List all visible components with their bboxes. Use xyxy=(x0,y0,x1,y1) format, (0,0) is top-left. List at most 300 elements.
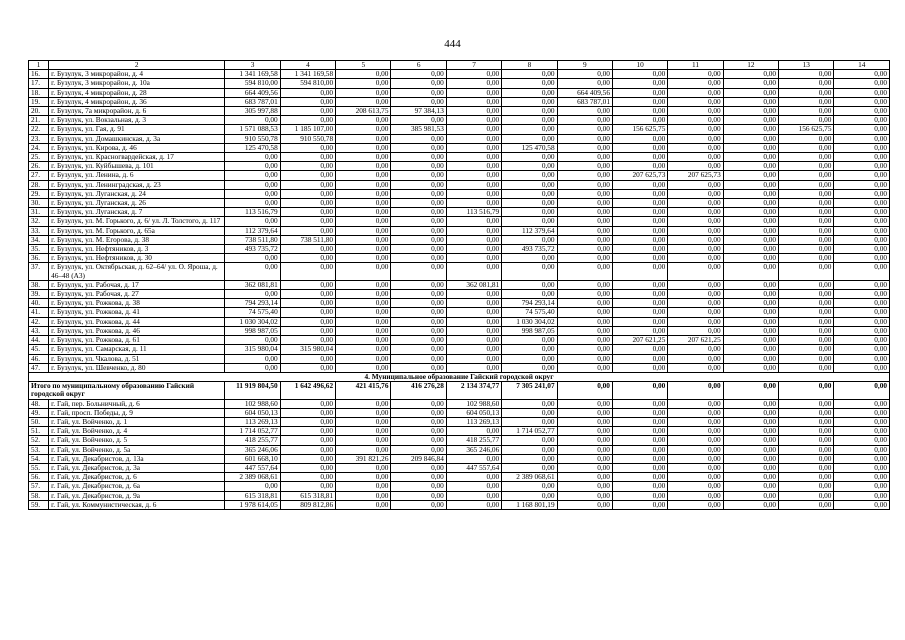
table-row xyxy=(29,436,890,445)
row-number: 33. xyxy=(29,226,49,235)
amount-cell: 0,00 xyxy=(336,417,391,426)
total-amount: 11 919 804,50 xyxy=(225,382,280,399)
amount-cell: 207 625,73 xyxy=(668,171,723,180)
table-row xyxy=(29,134,890,143)
amount-cell: 0,00 xyxy=(779,345,834,354)
amount-cell: 0,00 xyxy=(834,445,890,454)
amount-cell: 0,00 xyxy=(225,180,280,189)
amount-cell: 0,00 xyxy=(612,473,667,482)
amount-cell: 0,00 xyxy=(779,254,834,263)
amount-cell: 1 978 614,05 xyxy=(225,500,280,509)
amount-cell: 0,00 xyxy=(668,463,723,472)
amount-cell: 0,00 xyxy=(280,143,335,152)
amount-cell: 0,00 xyxy=(834,254,890,263)
amount-cell: 0,00 xyxy=(834,125,890,134)
amount-cell: 0,00 xyxy=(612,482,667,491)
amount-cell: 1 168 801,19 xyxy=(502,500,557,509)
amount-cell: 0,00 xyxy=(557,454,612,463)
amount-cell: 0,00 xyxy=(557,235,612,244)
amount-cell: 0,00 xyxy=(612,189,667,198)
amount-cell: 0,00 xyxy=(834,491,890,500)
amount-cell: 74 575,40 xyxy=(502,308,557,317)
address-cell: г. Гай, просп. Победы, д. 9 xyxy=(49,408,225,417)
amount-cell: 0,00 xyxy=(612,417,667,426)
amount-cell: 0,00 xyxy=(446,107,501,116)
row-number: 52. xyxy=(29,436,49,445)
address-cell: г. Бузулук, ул. Куйбышева, д. 101 xyxy=(49,162,225,171)
amount-cell: 447 557,64 xyxy=(446,463,501,472)
row-number: 53. xyxy=(29,445,49,454)
row-number: 29. xyxy=(29,189,49,198)
amount-cell: 0,00 xyxy=(502,199,557,208)
amount-cell: 0,00 xyxy=(280,336,335,345)
amount-cell: 0,00 xyxy=(391,354,446,363)
amount-cell: 0,00 xyxy=(391,162,446,171)
amount-cell: 0,00 xyxy=(502,354,557,363)
amount-cell: 0,00 xyxy=(336,97,391,106)
amount-cell: 0,00 xyxy=(779,336,834,345)
amount-cell: 0,00 xyxy=(779,445,834,454)
amount-cell: 0,00 xyxy=(557,491,612,500)
amount-cell: 0,00 xyxy=(779,88,834,97)
amount-cell: 0,00 xyxy=(612,290,667,299)
address-cell: г. Бузулук, 7а микрорайон, д. 6 xyxy=(49,107,225,116)
amount-cell: 0,00 xyxy=(446,363,501,372)
amount-cell: 0,00 xyxy=(834,500,890,509)
total-amount: 0,00 xyxy=(834,382,890,399)
amount-cell: 0,00 xyxy=(779,97,834,106)
amount-cell: 0,00 xyxy=(779,116,834,125)
total-label: Итого по муниципальному образованию Гайский городской округ xyxy=(29,382,225,399)
table-row xyxy=(29,263,890,280)
amount-cell: 0,00 xyxy=(779,217,834,226)
amount-cell: 0,00 xyxy=(557,345,612,354)
amount-cell: 998 987,05 xyxy=(502,326,557,335)
address-cell: г. Бузулук, ул. М. Егорова, д. 38 xyxy=(49,235,225,244)
row-number: 19. xyxy=(29,97,49,106)
amount-cell: 0,00 xyxy=(779,408,834,417)
amount-cell: 0,00 xyxy=(557,473,612,482)
amount-cell: 0,00 xyxy=(391,345,446,354)
amount-cell: 362 081,81 xyxy=(225,280,280,289)
column-header: 1 xyxy=(29,61,49,70)
amount-cell: 0,00 xyxy=(834,107,890,116)
address-cell: г. Бузулук, ул. Нефтяников, д. 3 xyxy=(49,245,225,254)
table-row xyxy=(29,345,890,354)
row-number: 24. xyxy=(29,143,49,152)
table-row xyxy=(29,354,890,363)
amount-cell: 113 516,79 xyxy=(225,208,280,217)
amount-cell: 0,00 xyxy=(612,280,667,289)
amount-cell: 0,00 xyxy=(336,299,391,308)
amount-cell: 0,00 xyxy=(723,336,778,345)
address-cell: г. Гай, пер. Больничный, д. 6 xyxy=(49,399,225,408)
amount-cell: 0,00 xyxy=(391,308,446,317)
amount-cell: 0,00 xyxy=(502,189,557,198)
amount-cell: 0,00 xyxy=(502,107,557,116)
amount-cell: 594 810,00 xyxy=(280,79,335,88)
amount-cell: 0,00 xyxy=(668,180,723,189)
amount-cell: 0,00 xyxy=(280,354,335,363)
table-row xyxy=(29,299,890,308)
amount-cell: 0,00 xyxy=(834,143,890,152)
amount-cell: 0,00 xyxy=(668,482,723,491)
amount-cell: 0,00 xyxy=(280,482,335,491)
amount-cell: 0,00 xyxy=(280,226,335,235)
amount-cell: 1 571 088,53 xyxy=(225,125,280,134)
amount-cell: 0,00 xyxy=(612,107,667,116)
row-number: 39. xyxy=(29,290,49,299)
amount-cell: 0,00 xyxy=(668,217,723,226)
amount-cell: 0,00 xyxy=(446,189,501,198)
table-row xyxy=(29,171,890,180)
amount-cell: 0,00 xyxy=(557,417,612,426)
amount-cell: 0,00 xyxy=(612,97,667,106)
amount-cell: 0,00 xyxy=(502,290,557,299)
table-row xyxy=(29,445,890,454)
amount-cell: 0,00 xyxy=(225,189,280,198)
amount-cell: 0,00 xyxy=(668,280,723,289)
amount-cell: 0,00 xyxy=(391,180,446,189)
table-row xyxy=(29,491,890,500)
amount-cell: 0,00 xyxy=(612,235,667,244)
table-row xyxy=(29,482,890,491)
amount-cell: 0,00 xyxy=(723,408,778,417)
amount-cell: 0,00 xyxy=(446,317,501,326)
amount-cell: 0,00 xyxy=(446,88,501,97)
address-cell: г. Гай, ул. Войченко, д. 5а xyxy=(49,445,225,454)
amount-cell: 315 980,04 xyxy=(225,345,280,354)
amount-cell: 0,00 xyxy=(779,189,834,198)
amount-cell: 0,00 xyxy=(391,280,446,289)
amount-cell: 0,00 xyxy=(280,445,335,454)
amount-cell: 0,00 xyxy=(723,417,778,426)
amount-cell: 0,00 xyxy=(834,235,890,244)
amount-cell: 0,00 xyxy=(280,263,335,280)
address-cell: г. Гай, ул. Декабристов, д. 3а xyxy=(49,463,225,472)
table-row xyxy=(29,500,890,509)
amount-cell: 0,00 xyxy=(834,345,890,354)
column-header: 8 xyxy=(502,61,557,70)
amount-cell: 0,00 xyxy=(557,208,612,217)
amount-cell: 0,00 xyxy=(391,116,446,125)
total-amount: 7 305 241,07 xyxy=(502,382,557,399)
address-cell: г. Бузулук, 4 микрорайон, д. 28 xyxy=(49,88,225,97)
amount-cell: 0,00 xyxy=(557,254,612,263)
row-number: 35. xyxy=(29,245,49,254)
amount-cell: 0,00 xyxy=(391,254,446,263)
row-number: 37. xyxy=(29,263,49,280)
amount-cell: 0,00 xyxy=(336,491,391,500)
amount-cell: 738 511,80 xyxy=(280,235,335,244)
amount-cell: 0,00 xyxy=(668,436,723,445)
amount-cell: 1 030 304,02 xyxy=(225,317,280,326)
amount-cell: 0,00 xyxy=(668,427,723,436)
amount-cell: 0,00 xyxy=(502,408,557,417)
amount-cell: 0,00 xyxy=(723,208,778,217)
amount-cell: 0,00 xyxy=(612,491,667,500)
address-cell: г. Бузулук, ул. Шевченко, д. 80 xyxy=(49,363,225,372)
amount-cell: 0,00 xyxy=(502,363,557,372)
amount-cell: 0,00 xyxy=(612,79,667,88)
amount-cell: 0,00 xyxy=(723,245,778,254)
amount-cell: 0,00 xyxy=(446,235,501,244)
amount-cell: 0,00 xyxy=(336,500,391,509)
row-number: 23. xyxy=(29,134,49,143)
address-cell: г. Бузулук, ул. Самарская, д. 11 xyxy=(49,345,225,354)
amount-cell: 0,00 xyxy=(723,107,778,116)
amount-cell: 0,00 xyxy=(336,326,391,335)
amount-cell: 0,00 xyxy=(446,254,501,263)
amount-cell: 0,00 xyxy=(225,153,280,162)
address-cell: г. Бузулук, ул. Рожкова, д. 41 xyxy=(49,308,225,317)
amount-cell: 0,00 xyxy=(723,143,778,152)
amount-cell: 0,00 xyxy=(336,180,391,189)
amount-cell: 0,00 xyxy=(557,263,612,280)
amount-cell: 0,00 xyxy=(834,70,890,79)
amount-cell: 0,00 xyxy=(723,134,778,143)
amount-cell: 0,00 xyxy=(336,436,391,445)
amount-cell: 0,00 xyxy=(557,162,612,171)
amount-cell: 125 470,58 xyxy=(502,143,557,152)
amount-cell: 0,00 xyxy=(723,125,778,134)
amount-cell: 664 409,56 xyxy=(557,88,612,97)
amount-cell: 0,00 xyxy=(612,208,667,217)
amount-cell: 97 384,13 xyxy=(391,107,446,116)
amount-cell: 0,00 xyxy=(391,427,446,436)
amount-cell: 0,00 xyxy=(280,116,335,125)
table-row xyxy=(29,107,890,116)
address-cell: г. Гай, ул. Войченко, д. 1 xyxy=(49,417,225,426)
amount-cell: 0,00 xyxy=(557,408,612,417)
amount-cell: 0,00 xyxy=(668,417,723,426)
amount-cell: 0,00 xyxy=(225,217,280,226)
amount-cell: 0,00 xyxy=(557,189,612,198)
amount-cell: 0,00 xyxy=(557,436,612,445)
amount-cell: 0,00 xyxy=(557,336,612,345)
amount-cell: 0,00 xyxy=(779,153,834,162)
amount-cell: 0,00 xyxy=(446,473,501,482)
total-amount: 416 276,28 xyxy=(391,382,446,399)
amount-cell: 0,00 xyxy=(391,70,446,79)
amount-cell: 493 735,72 xyxy=(502,245,557,254)
amount-cell: 0,00 xyxy=(723,454,778,463)
amount-cell: 0,00 xyxy=(280,180,335,189)
amount-cell: 0,00 xyxy=(391,245,446,254)
amount-cell: 0,00 xyxy=(723,199,778,208)
amount-cell: 0,00 xyxy=(612,345,667,354)
amount-cell: 0,00 xyxy=(336,116,391,125)
amount-cell: 0,00 xyxy=(280,97,335,106)
amount-cell: 365 246,06 xyxy=(446,445,501,454)
column-header: 11 xyxy=(668,61,723,70)
amount-cell: 0,00 xyxy=(668,107,723,116)
amount-cell: 0,00 xyxy=(280,317,335,326)
amount-cell: 113 516,79 xyxy=(446,208,501,217)
amount-cell: 0,00 xyxy=(336,189,391,198)
amount-cell: 0,00 xyxy=(391,79,446,88)
amount-cell: 0,00 xyxy=(502,482,557,491)
amount-cell: 0,00 xyxy=(446,134,501,143)
amount-cell: 0,00 xyxy=(668,162,723,171)
amount-cell: 102 988,60 xyxy=(225,399,280,408)
amount-cell: 0,00 xyxy=(391,97,446,106)
amount-cell: 0,00 xyxy=(502,280,557,289)
amount-cell: 601 668,10 xyxy=(225,454,280,463)
amount-cell: 0,00 xyxy=(723,473,778,482)
amount-cell: 0,00 xyxy=(557,143,612,152)
amount-cell: 0,00 xyxy=(834,463,890,472)
amount-cell: 0,00 xyxy=(612,263,667,280)
amount-cell: 0,00 xyxy=(446,70,501,79)
amount-cell: 0,00 xyxy=(779,208,834,217)
table-row xyxy=(29,417,890,426)
amount-cell: 0,00 xyxy=(446,180,501,189)
total-amount: 421 415,76 xyxy=(336,382,391,399)
amount-cell: 112 379,64 xyxy=(502,226,557,235)
amount-cell: 0,00 xyxy=(723,79,778,88)
row-number: 48. xyxy=(29,399,49,408)
amount-cell: 113 269,13 xyxy=(446,417,501,426)
amount-cell: 0,00 xyxy=(391,263,446,280)
amount-cell: 0,00 xyxy=(723,254,778,263)
amount-cell: 0,00 xyxy=(446,354,501,363)
amount-cell: 0,00 xyxy=(502,162,557,171)
column-header: 7 xyxy=(446,61,501,70)
amount-cell: 0,00 xyxy=(834,199,890,208)
column-header: 4 xyxy=(280,61,335,70)
amount-cell: 0,00 xyxy=(668,326,723,335)
amount-cell: 0,00 xyxy=(280,290,335,299)
amount-cell: 207 621,25 xyxy=(612,336,667,345)
total-amount: 0,00 xyxy=(557,382,612,399)
amount-cell: 0,00 xyxy=(668,363,723,372)
amount-cell: 0,00 xyxy=(779,199,834,208)
amount-cell: 0,00 xyxy=(834,280,890,289)
amount-cell: 0,00 xyxy=(446,199,501,208)
amount-cell: 0,00 xyxy=(446,79,501,88)
amount-cell: 0,00 xyxy=(668,97,723,106)
amount-cell: 113 269,13 xyxy=(225,417,280,426)
column-header: 3 xyxy=(225,61,280,70)
amount-cell: 0,00 xyxy=(834,417,890,426)
amount-cell: 0,00 xyxy=(723,500,778,509)
address-cell: г. Бузулук, ул. Луганская, д. 26 xyxy=(49,199,225,208)
amount-cell: 0,00 xyxy=(280,162,335,171)
total-amount: 0,00 xyxy=(723,382,778,399)
table-row xyxy=(29,153,890,162)
amount-cell: 0,00 xyxy=(336,290,391,299)
amount-cell: 0,00 xyxy=(391,235,446,244)
amount-cell: 0,00 xyxy=(612,354,667,363)
amount-cell: 0,00 xyxy=(280,436,335,445)
amount-cell: 0,00 xyxy=(557,354,612,363)
amount-cell: 0,00 xyxy=(834,88,890,97)
amount-cell: 0,00 xyxy=(834,134,890,143)
amount-cell: 0,00 xyxy=(446,171,501,180)
amount-cell: 0,00 xyxy=(723,299,778,308)
table-row xyxy=(29,208,890,217)
amount-cell: 998 987,05 xyxy=(225,326,280,335)
amount-cell: 0,00 xyxy=(502,463,557,472)
amount-cell: 0,00 xyxy=(557,280,612,289)
amount-cell: 0,00 xyxy=(612,88,667,97)
amount-cell: 125 470,58 xyxy=(225,143,280,152)
amount-cell: 0,00 xyxy=(834,436,890,445)
amount-cell: 0,00 xyxy=(834,153,890,162)
amount-cell: 0,00 xyxy=(446,326,501,335)
amount-cell: 0,00 xyxy=(336,199,391,208)
amount-cell: 0,00 xyxy=(779,326,834,335)
amount-cell: 0,00 xyxy=(723,180,778,189)
amount-cell: 0,00 xyxy=(723,189,778,198)
total-row xyxy=(29,382,890,399)
amount-cell: 0,00 xyxy=(557,363,612,372)
amount-cell: 0,00 xyxy=(502,263,557,280)
amount-cell: 0,00 xyxy=(668,143,723,152)
amount-cell: 0,00 xyxy=(336,336,391,345)
table-row xyxy=(29,408,890,417)
amount-cell: 0,00 xyxy=(336,263,391,280)
amount-cell: 0,00 xyxy=(834,308,890,317)
amount-cell: 0,00 xyxy=(557,317,612,326)
amount-cell: 0,00 xyxy=(391,153,446,162)
amount-cell: 0,00 xyxy=(723,280,778,289)
amount-cell: 0,00 xyxy=(446,454,501,463)
amount-cell: 0,00 xyxy=(723,345,778,354)
row-number: 44. xyxy=(29,336,49,345)
table-row xyxy=(29,217,890,226)
amount-cell: 0,00 xyxy=(612,180,667,189)
amount-cell: 0,00 xyxy=(612,408,667,417)
amount-cell: 0,00 xyxy=(779,354,834,363)
amount-cell: 0,00 xyxy=(280,399,335,408)
amount-cell: 0,00 xyxy=(834,97,890,106)
amount-cell: 0,00 xyxy=(557,199,612,208)
amount-cell: 0,00 xyxy=(336,354,391,363)
amount-cell: 156 625,75 xyxy=(779,125,834,134)
amount-cell: 0,00 xyxy=(779,463,834,472)
amount-cell: 0,00 xyxy=(612,162,667,171)
amount-cell: 0,00 xyxy=(336,254,391,263)
amount-cell: 0,00 xyxy=(779,308,834,317)
amount-cell: 0,00 xyxy=(502,445,557,454)
amount-cell: 0,00 xyxy=(336,308,391,317)
amount-cell: 0,00 xyxy=(779,171,834,180)
table-row xyxy=(29,162,890,171)
amount-cell: 0,00 xyxy=(336,427,391,436)
row-number: 45. xyxy=(29,345,49,354)
column-header: 9 xyxy=(557,61,612,70)
amount-cell: 0,00 xyxy=(502,491,557,500)
amount-cell: 0,00 xyxy=(280,107,335,116)
amount-cell: 0,00 xyxy=(391,500,446,509)
table-row xyxy=(29,463,890,472)
amount-cell: 0,00 xyxy=(557,226,612,235)
amount-cell: 0,00 xyxy=(280,245,335,254)
amount-cell: 0,00 xyxy=(280,408,335,417)
amount-cell: 0,00 xyxy=(446,97,501,106)
column-header: 10 xyxy=(612,61,667,70)
amount-cell: 0,00 xyxy=(391,482,446,491)
amount-cell: 0,00 xyxy=(723,317,778,326)
amount-cell: 0,00 xyxy=(391,317,446,326)
address-cell: г. Гай, ул. Декабристов, д. 13а xyxy=(49,454,225,463)
table-row xyxy=(29,399,890,408)
amount-cell: 0,00 xyxy=(557,107,612,116)
amount-cell: 0,00 xyxy=(336,79,391,88)
amount-cell: 0,00 xyxy=(779,107,834,116)
